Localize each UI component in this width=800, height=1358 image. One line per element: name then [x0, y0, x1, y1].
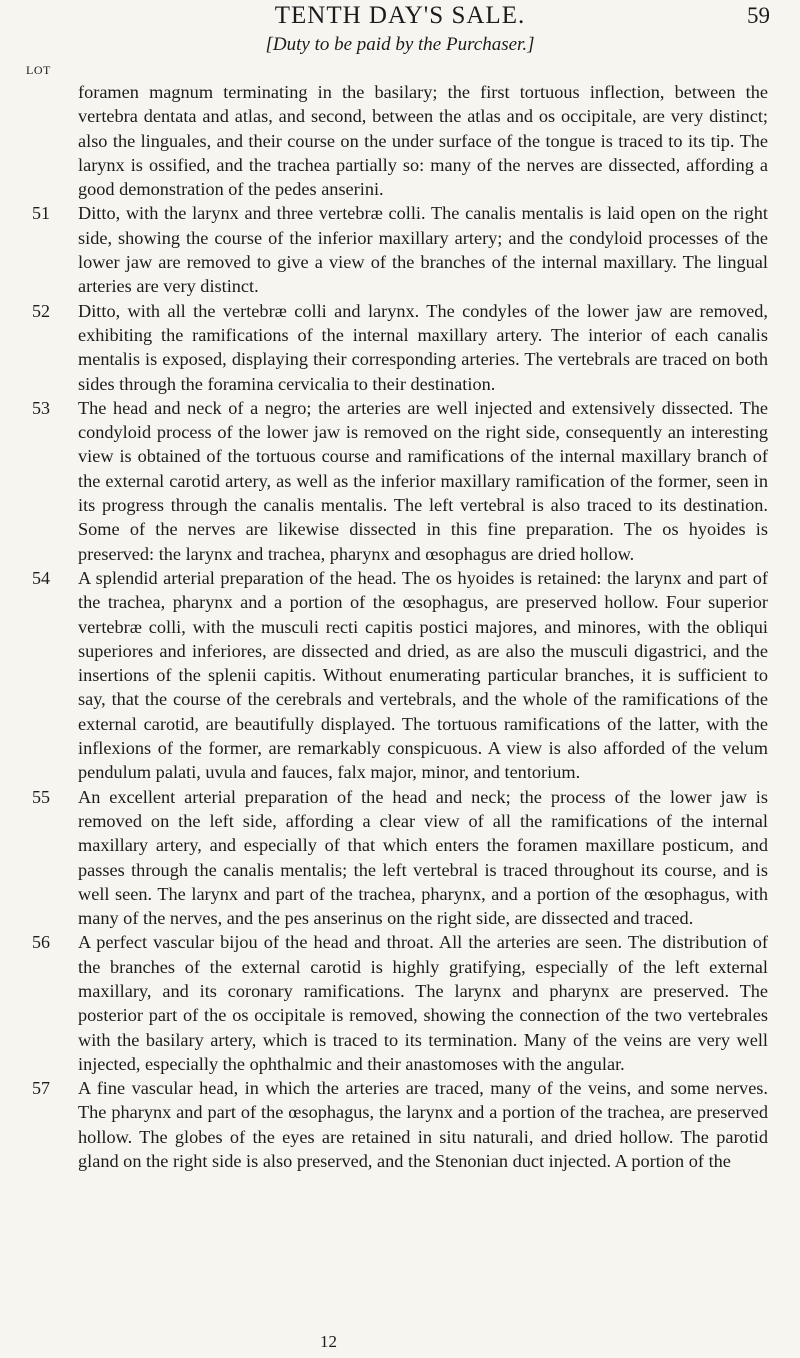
lot-entry-57 — [0, 1076, 800, 1173]
running-title: TENTH DAY'S SALE. — [274, 2, 526, 29]
lot-description: A perfect vascular bijou of the head and throat. All the arteries are seen. The distribution of the branches of the external carotid is highly gratifying, especially of the left external maxillary, and its coronary ramifications. The larynx and pharynx are preserved. The posterior part of the os occipitale is removed, showing the connection of the two vertebrales with the basilary artery, which is traced to its termination. Many of the veins are very well injected, especially the ophthalmic and their anastomoses with the angular. — [78, 932, 768, 1074]
signature-mark: 12 — [320, 1332, 337, 1351]
lot-entry-51 — [0, 201, 800, 298]
lot-entry-54 — [0, 566, 800, 785]
lot-entry-56 — [0, 930, 800, 1076]
lot-entry-53 — [0, 396, 800, 566]
lot-number: 57 — [32, 1078, 50, 1099]
lot-entry-55 — [0, 785, 800, 931]
lot-number: 52 — [32, 300, 50, 321]
lot-description: Ditto, with the larynx and three vertebræ colli. The canalis mentalis is laid open on the right side, showing the course of the inferior maxillary artery; and the condyloid processes of the lower jaw are removed to give a view of the branches of the internal maxillary. The lingual arteries are very distinct. — [78, 203, 768, 297]
lot-entry-52 — [0, 299, 800, 396]
lot-description: A fine vascular head, in which the arteries are traced, many of the veins, and some nerves. The pharynx and part of the œsophagus, the larynx and a portion of the trachea, are preserved hollow. The globes of the eyes are retained in situ naturali, and dried hollow. The parotid gland on the right side is also preserved, and the Stenonian duct injected. A portion of the — [78, 1078, 768, 1172]
page-number: 59 — [747, 3, 770, 28]
lot-number: 55 — [32, 786, 50, 807]
lot-description: The head and neck of a negro; the arteries are well injected and extensively dissected. The condyloid process of the lower jaw is removed on the right side, consequently an interesting view is obtained of the tortuous course and ramifications of the internal maxillary branch of the external carotid artery, as well as the inferior maxillary ramification of the former, seen in its progress through the canalis mentalis. The left vertebral is also traced to its destination. Some of the nerves are likewise dissected in this fine preparation. The os hyoides is preserved: the larynx and trachea, pharynx and œsophagus are dried hollow. — [78, 397, 768, 564]
lot-description: A splendid arterial preparation of the head. The os hyoides is retained: the larynx and part of the trachea, pharynx and a portion of the œsophagus, are preserved hollow. Four superior vertebræ colli, with the musculi recti capitis postici majores, and minores, with the obliqui superiores and inferiores, are dissected and dried, as are also the musculi digastrici, and the insertions of the splenii capitis. Without enumerating particular branches, it is sufficient to say, that the course of the cerebrals and vertebrals, and the whole of the ramifications of the external carotid, are beautifully displayed. The tortuous ramifications of the latter, with the inflexions of the former, are remarkably conspicuous. A view is also afforded of the velum pendulum palati, uvula and fauces, falx major, minor, and tentorium. — [78, 567, 768, 783]
lot-entry-continued — [0, 80, 800, 201]
lot-description: An excellent arterial preparation of the head and neck; the process of the lower jaw is removed on the left side, affording a clear view of all the ramifications of the internal maxillary artery, and especially of that which enters the foramen maxillare posticum, and passes through the canalis mentalis; the left vertebral is traced throughout its course, and is well seen. The larynx and part of the trachea, pharynx, and a portion of the œsophagus, with many of the nerves, and the pes anserinus on the right side, are dissected and traced. — [78, 786, 768, 929]
lot-description: Ditto, with all the vertebræ colli and larynx. The condyles of the lower jaw are removed, exhibiting the ramifications of the internal maxillary artery. The interior of each canalis mentalis is exposed, displaying their corresponding arteries. The vertebrals are traced on both sides through the foramina cervicalia to their destination. — [78, 300, 768, 394]
lot-number: 54 — [32, 567, 50, 588]
duty-note: [Duty to be paid by the Purchaser.] — [265, 34, 535, 55]
lot-description: foramen magnum terminating in the basilary; the first tortuous inflection, between the vertebra dentata and atlas, and second, between the atlas and os occipitale, are very distinct; also the linguales, and their course on the under surface of the tongue is traced to its tip. The larynx is ossified, and the trachea partially so: many of the nerves are dissected, affording a good demonstration of the pedes anserini. — [78, 82, 768, 200]
lot-number: 51 — [32, 203, 50, 224]
lot-entries — [0, 80, 800, 1173]
lot-number: 53 — [32, 397, 50, 418]
lot-column-label: LOT — [26, 63, 51, 77]
page-header — [0, 2, 800, 32]
lot-number: 56 — [32, 932, 50, 953]
